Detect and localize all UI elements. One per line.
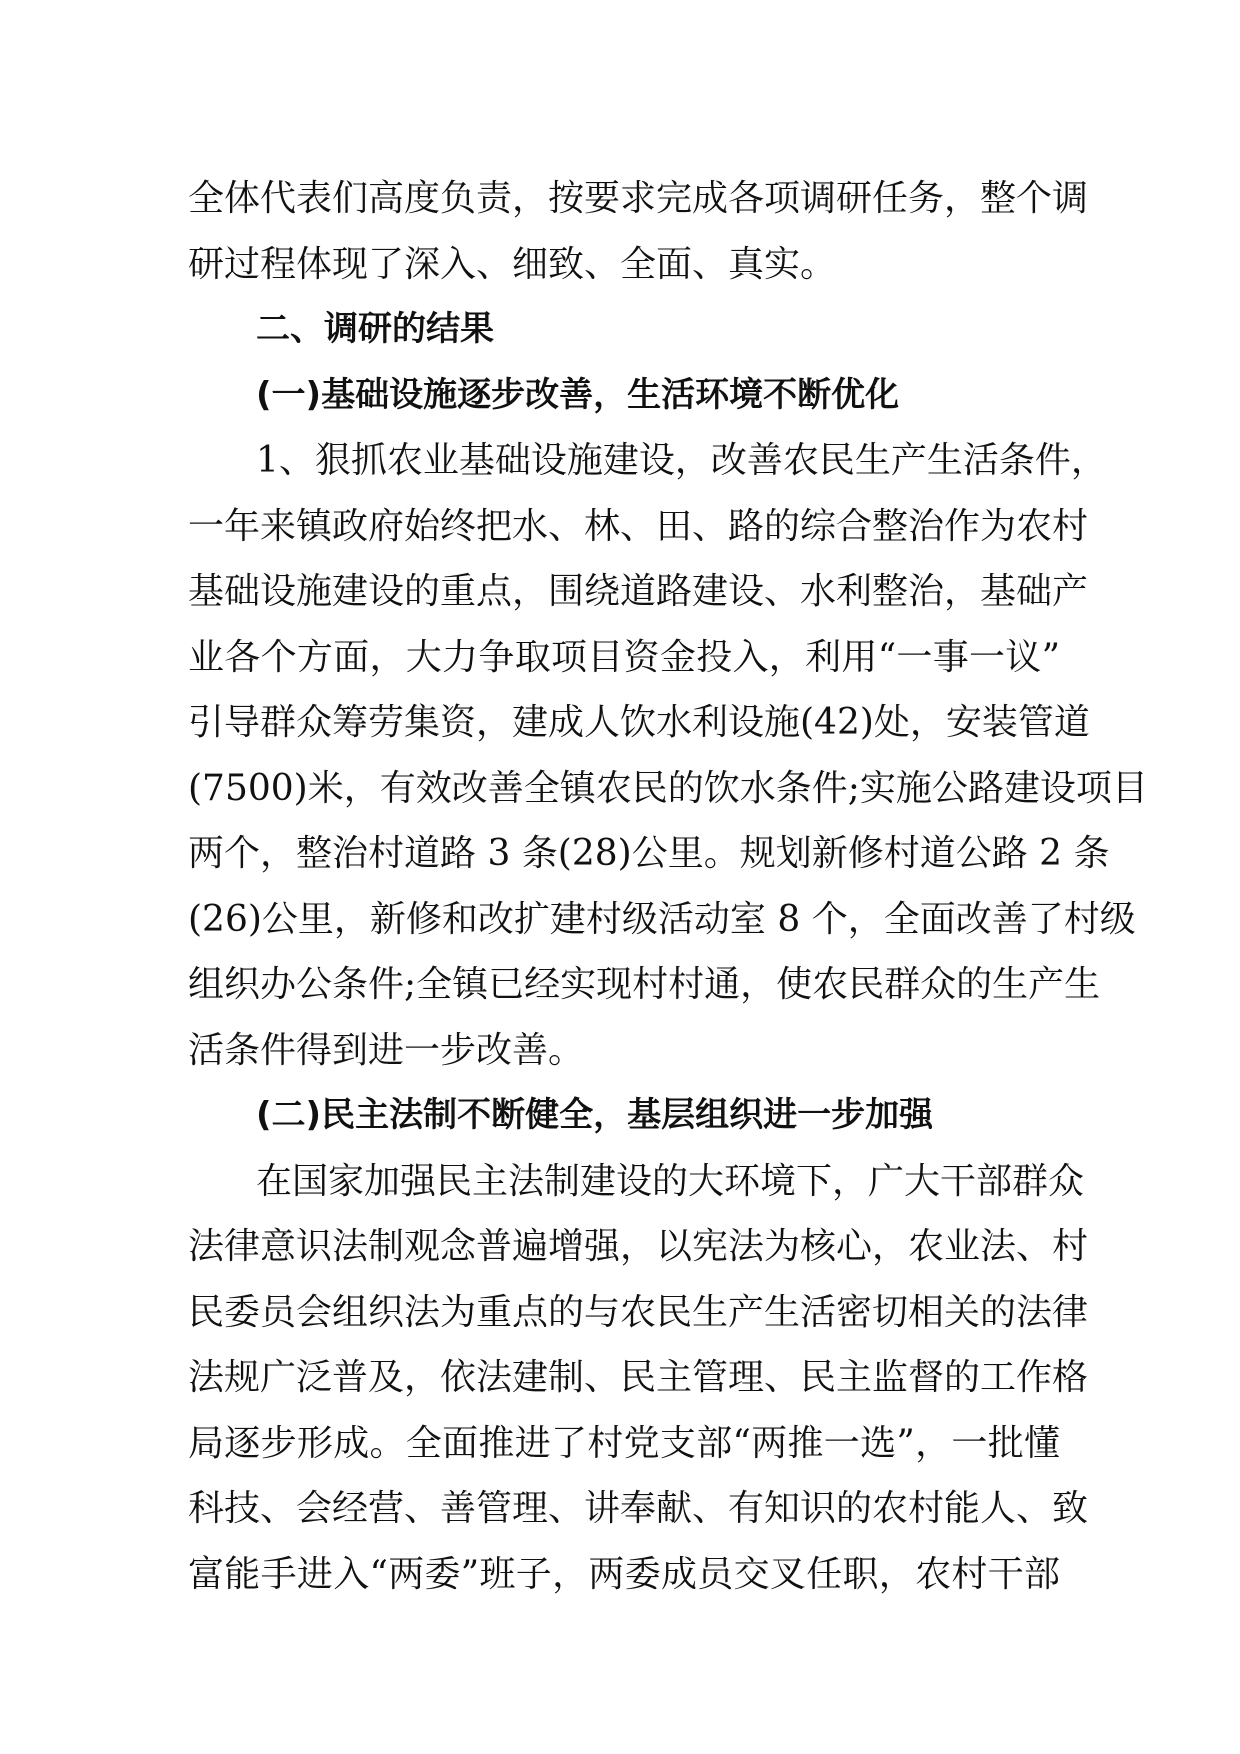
text-line: 研过程体现了深入、细致、全面、真实。: [188, 243, 837, 285]
text-line: 法规广泛普及，依法建制、民主管理、民主监督的工作格: [188, 1357, 1089, 1398]
text-line: 业各个方面，大力争取项目资金投入，利用“一事一议”: [188, 636, 1060, 678]
text-line: (7500)米，有效改善全镇农民的饮水条件;实施公路建设项目: [188, 767, 1148, 809]
text-line: 科技、会经营、善管理、讲奉献、有知识的农村能人、致: [188, 1488, 1089, 1529]
section-heading: 二、调研的结果: [256, 309, 494, 349]
text-line: 民委员会组织法为重点的与农民生产生活密切相关的法律: [188, 1291, 1089, 1333]
text-line: (26)公里，新修和改扩建村级活动室 8 个，全面改善了村级: [188, 898, 1136, 940]
text-line: 富能手进入“两委”班子，两委成员交叉任职，农村干部: [188, 1553, 1060, 1595]
body-text: [188, 166, 1148, 1607]
text-line: 两个，整治村道路 3 条(28)公里。规划新修村道公路 2 条: [188, 833, 1110, 874]
text-line: 基础设施建设的重点，围绕道路建设、水利整治，基础产: [188, 571, 1089, 612]
subsection-heading: (二)民主法制不断健全，基层组织进一步加强: [256, 1095, 934, 1135]
text-line: 法律意识法制观念普遍增强，以宪法为核心，农业法、村: [188, 1226, 1089, 1267]
text-line: 全体代表们高度负责，按要求完成各项调研任务，整个调: [188, 178, 1089, 219]
text-line: 一年来镇政府始终把水、林、田、路的综合整治作为农村: [188, 505, 1089, 547]
text-line: 1、狠抓农业基础设施建设，改善农民生产生活条件，: [256, 440, 1107, 481]
text-line: 活条件得到进一步改善。: [188, 1029, 585, 1071]
text-line: 在国家加强民主法制建设的大环境下，广大干部群众: [256, 1160, 1085, 1202]
text-line: 引导群众筹劳集资，建成人饮水利设施(42)处，安装管道: [188, 702, 1090, 743]
text-line: 局逐步形成。全面推进了村党支部“两推一选”，一批懂: [188, 1422, 1060, 1464]
subsection-heading: (一)基础设施逐步改善，生活环境不断优化: [256, 374, 900, 415]
text-line: 组织办公条件;全镇已经实现村村通，使农民群众的生产生: [188, 964, 1101, 1005]
